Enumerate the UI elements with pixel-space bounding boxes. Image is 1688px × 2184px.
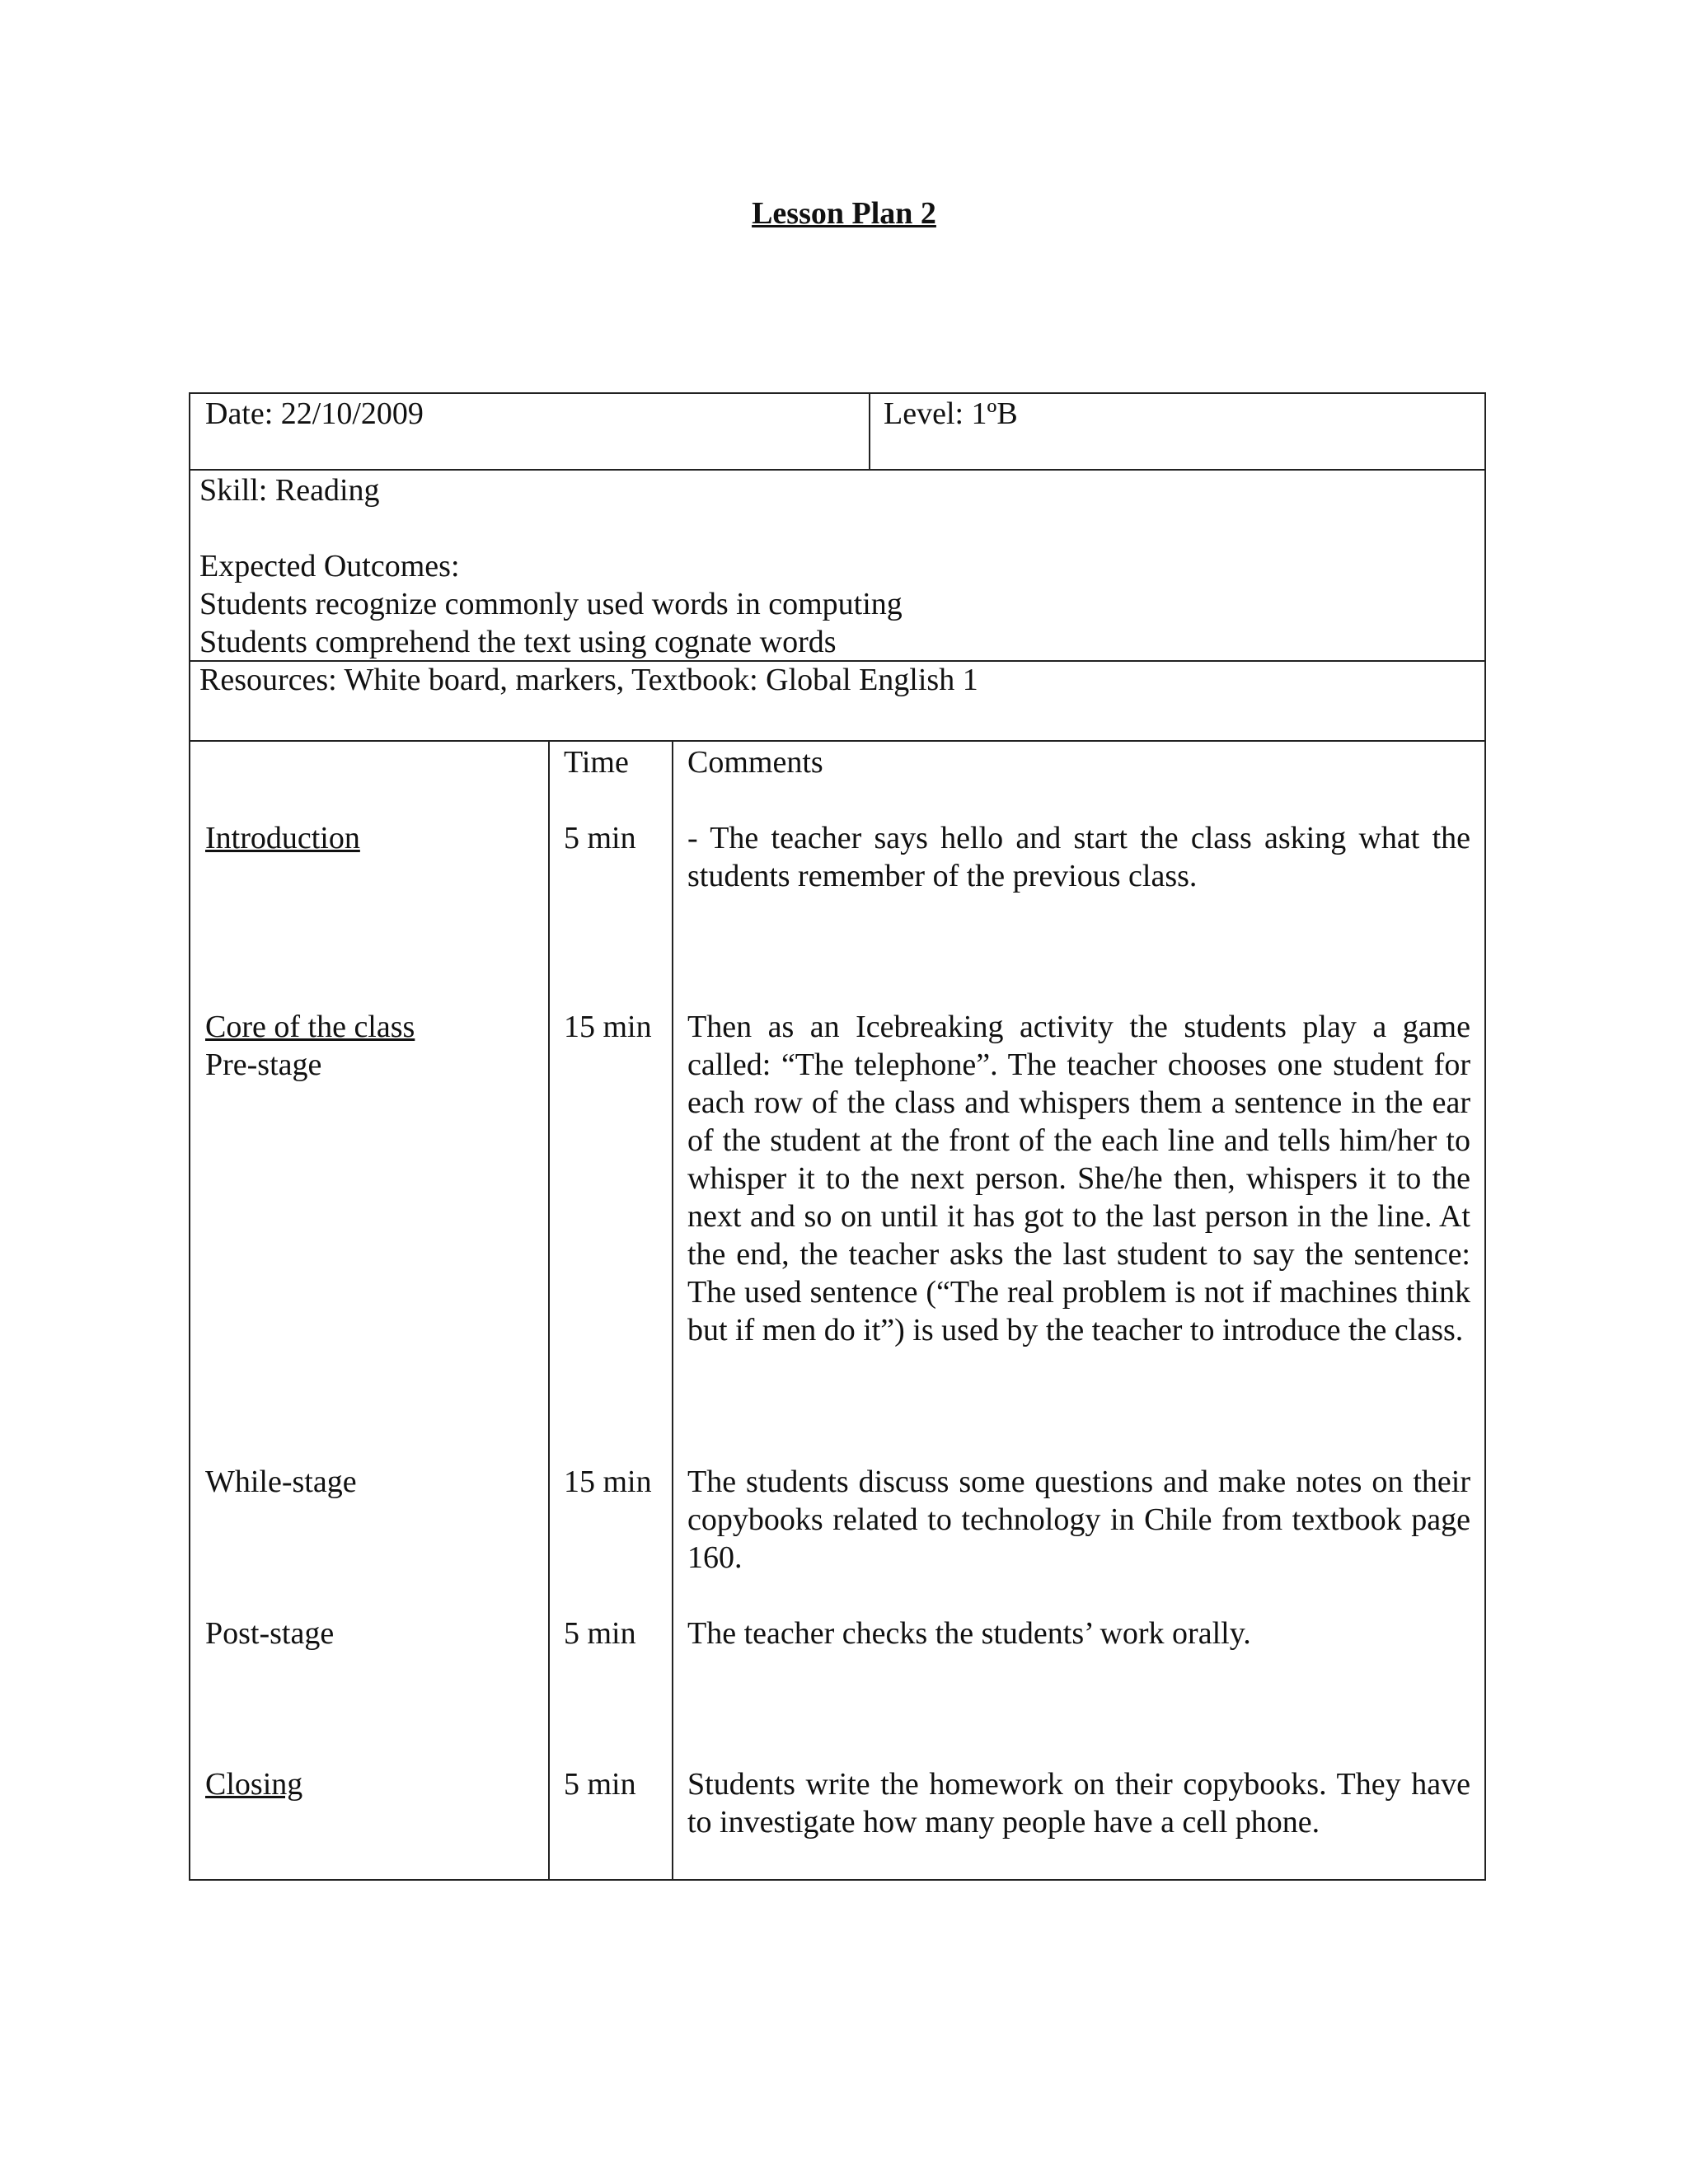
stage-label: Closing (205, 1767, 303, 1802)
outcome-item: Students comprehend the text using cognate words (199, 625, 837, 659)
stage-label: Core of the class (205, 1010, 415, 1044)
comments-column-header: Comments (687, 745, 823, 780)
divider (672, 740, 673, 1881)
outcome-item: Students recognize commonly used words in computing (199, 587, 903, 621)
substage-label: Pre-stage (205, 1047, 322, 1082)
substage-label: Post-stage (205, 1616, 335, 1651)
substage-label: While-stage (205, 1465, 357, 1499)
time-value: 5 min (564, 821, 636, 855)
divider (189, 740, 1486, 742)
comment-text: Students write the homework on their copybooks. They have to investigate how many people have a cell phone. (687, 1767, 1470, 1840)
comment-text: The students discuss some questions and make notes on their copybooks related to technology in Chile from textbook page 160. (687, 1465, 1470, 1575)
time-value: 5 min (564, 1616, 636, 1651)
level-field: Level: 1ºB (884, 396, 1018, 431)
page-title: Lesson Plan 2 (752, 196, 936, 231)
time-column-header: Time (564, 745, 629, 780)
divider (189, 469, 1486, 471)
comment-text: Then as an Icebreaking activity the students play a game called: “The telephone”. The teacher chooses one student for each row of the class and whispers them a sentence in the ear of the student at the front of the each line and tells him/her to whisper it to the next person. She/he then, whispers it to the next and so on until it has got to the last person in the line. At the end, the teacher asks the last student to say the sentence: The used sentence (“The real problem is not if machines think but if men do it”) is used by the teacher to introduce the class. (687, 1010, 1470, 1347)
comment-text: The teacher checks the students’ work orally. (687, 1616, 1251, 1651)
stage-label: Introduction (205, 821, 360, 855)
time-value: 15 min (564, 1010, 652, 1044)
time-value: 15 min (564, 1465, 652, 1499)
time-value: 5 min (564, 1767, 636, 1802)
divider (869, 392, 870, 470)
comment-text: - The teacher says hello and start the class asking what the students remember of the previous class. (687, 821, 1470, 893)
divider (548, 740, 550, 1881)
date-field: Date: 22/10/2009 (205, 396, 424, 431)
resources-field: Resources: White board, markers, Textbook: Global English 1 (199, 663, 978, 697)
outcomes-heading: Expected Outcomes: (199, 549, 460, 583)
skill-field: Skill: Reading (199, 473, 380, 508)
